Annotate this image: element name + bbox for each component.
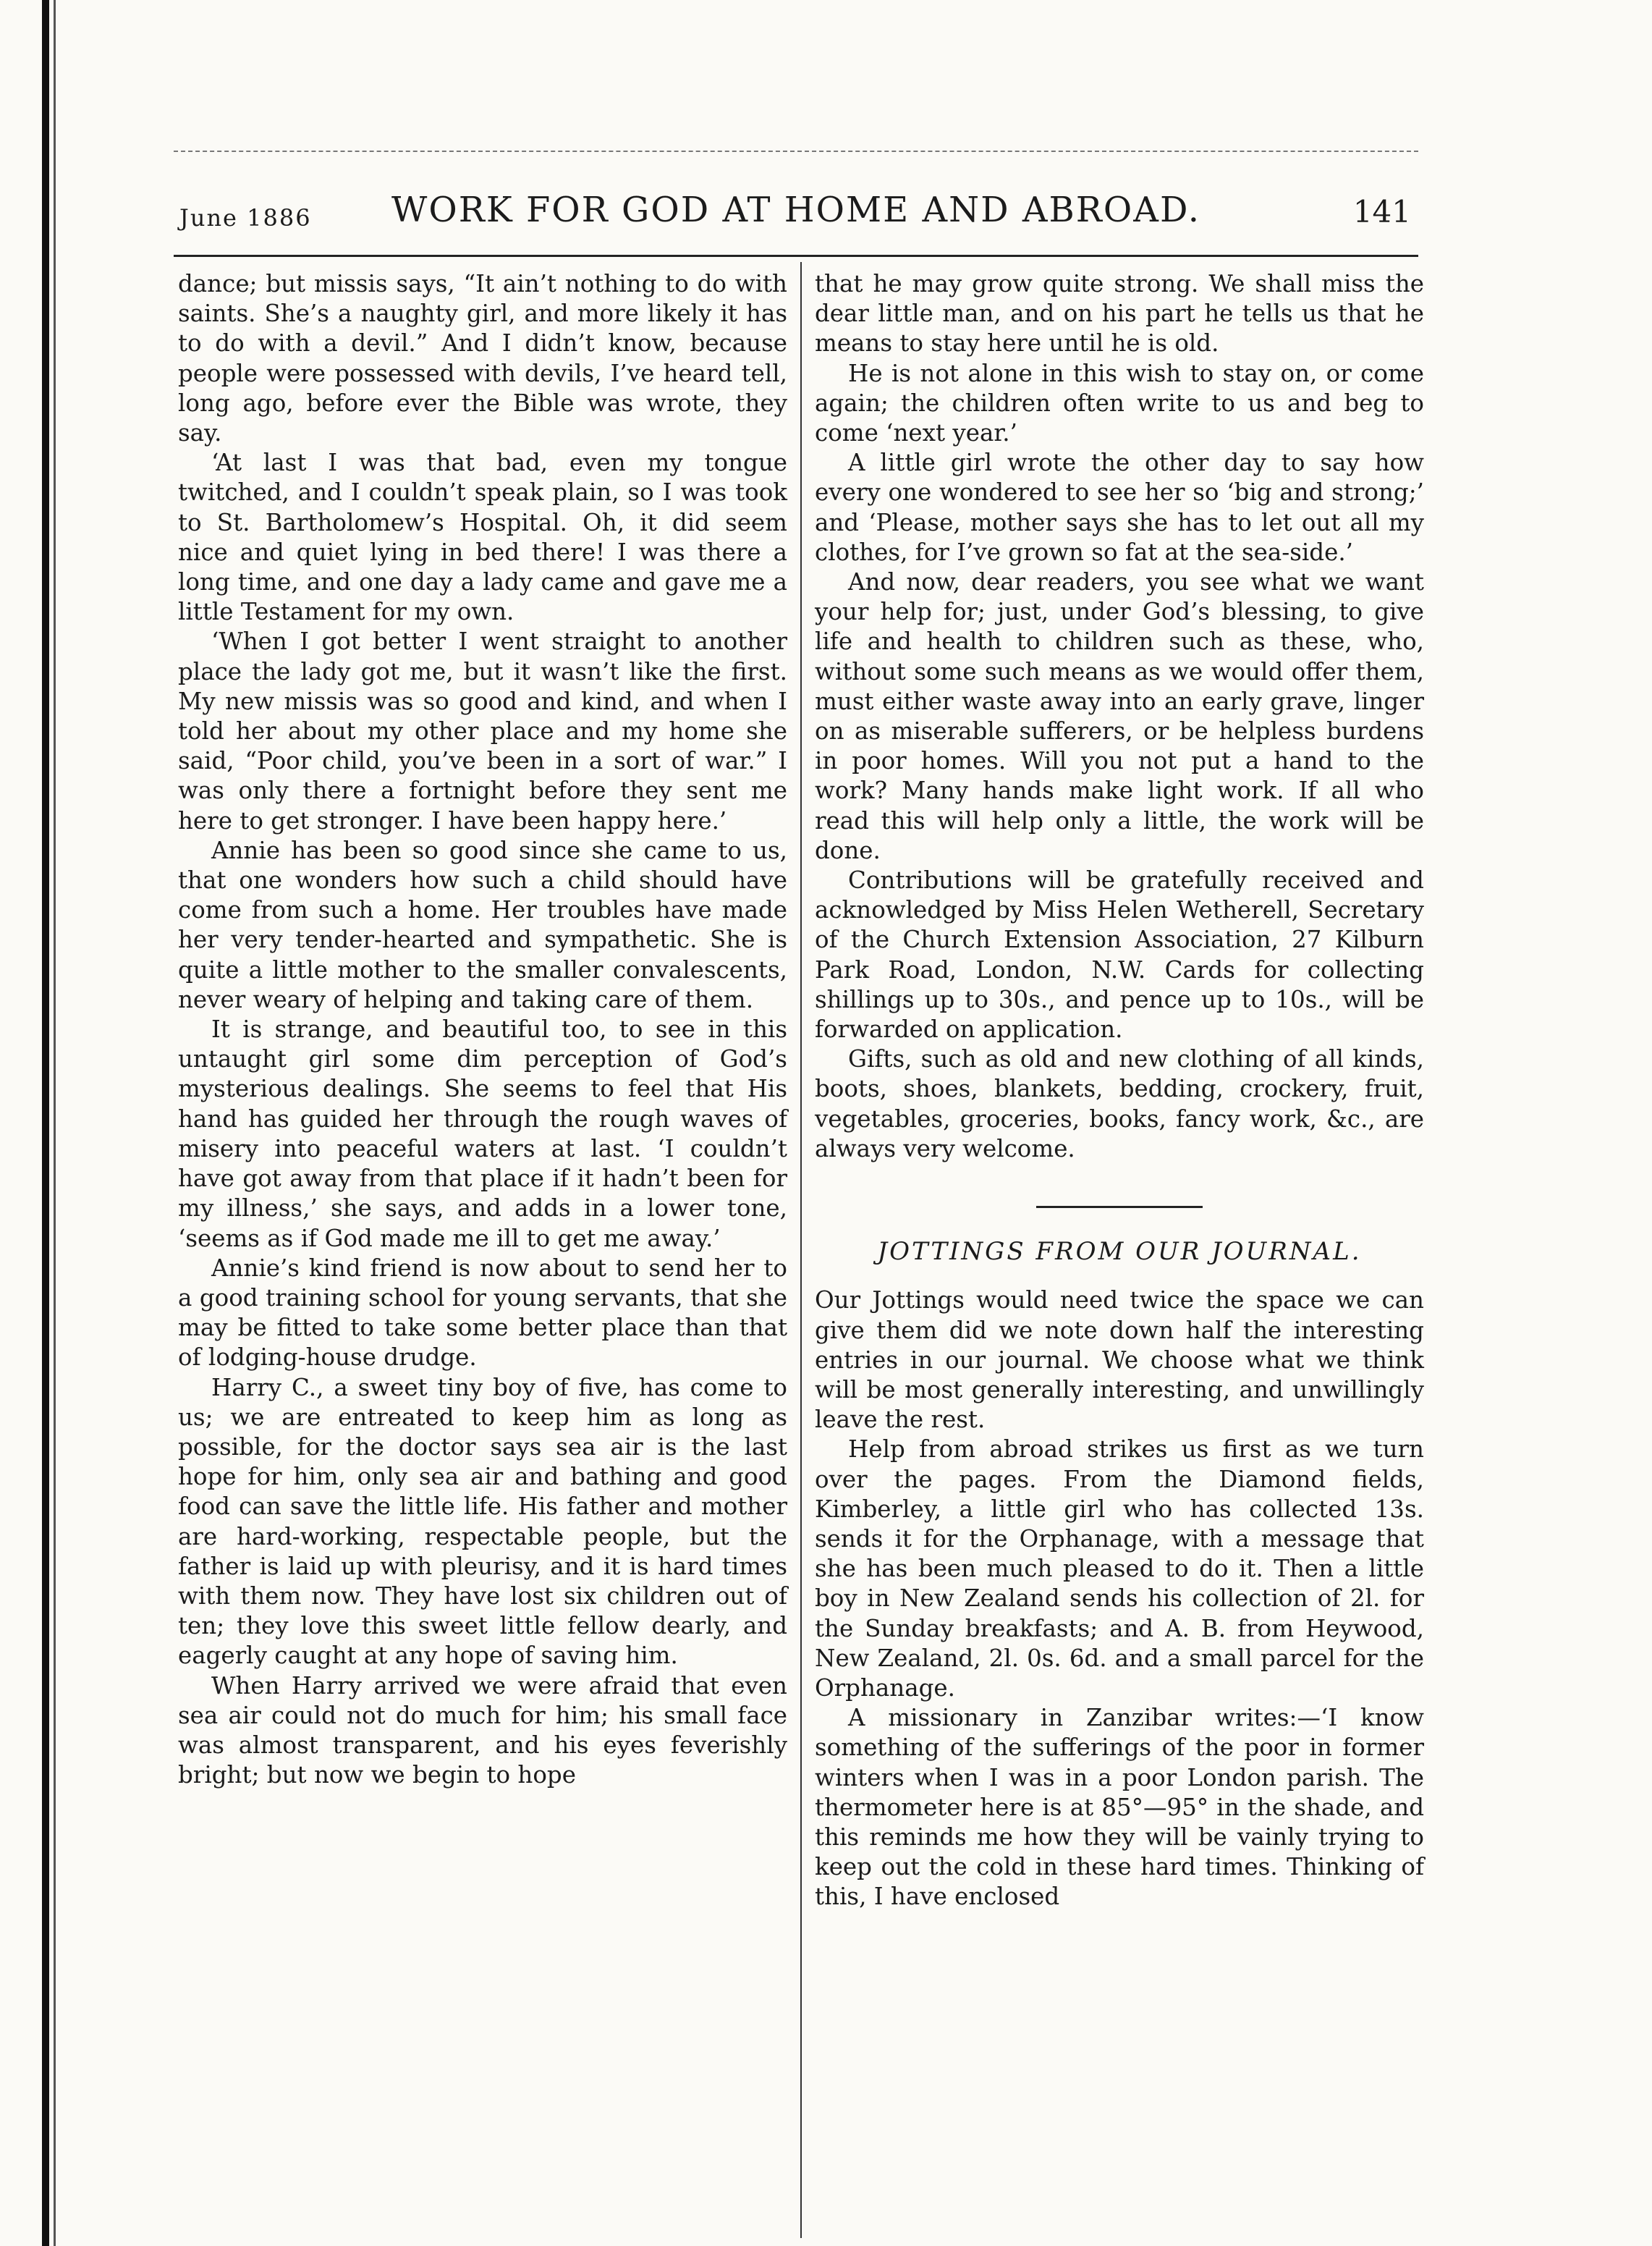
left-column — [178, 269, 787, 1790]
section-separator — [1036, 1206, 1203, 1208]
paragraph: And now, dear readers, you see what we want your help for; just, under God’s blessing, to give life and health to children such as these, who, without some such means as we would offer them, must either waste away into an early grave, linger on as miserable sufferers, or be helpless burdens in poor homes. Will you not put a hand to the work? Many hands make light work. If all who read this will help only a little, the work will be done. — [815, 568, 1424, 864]
paragraph: A little girl wrote the other day to say how every one wondered to see her so ‘big and strong;’ and ‘Please, mother says she has to let out all my clothes, for I’ve grown so fat at the sea-side.’ — [815, 449, 1424, 566]
paragraph: Our Jottings would need twice the space we can give them did we note down half the interesting entries in our journal. We choose what we think will be most generally interesting, and unwillingly leave the rest. — [815, 1286, 1424, 1434]
section-title: JOTTINGS FROM OUR JOURNAL. — [877, 1237, 1362, 1267]
paragraph: Harry C., a sweet tiny boy of five, has come to us; we are entreated to keep him as long as possible, for the doctor says sea air is the last hope for him, only sea air and bathing and good food can save the little life. His father and mother are hard-working, respectable people, but the father is laid up with pleurisy, and it is hard times with them now. They have lost six children out of ten; they love this sweet little fellow dearly, and eagerly caught at any hope of saving him. — [178, 1373, 787, 1670]
header-title: WORK FOR GOD AT HOME AND ABROAD. — [391, 190, 1200, 230]
paragraph: It is strange, and beautiful too, to see in this untaught girl some dim perception of God’s mysterious dealings. She seems to feel that His hand has guided her through the rough waves of misery into peaceful waters at last. ‘I couldn’t have got away from that place if it hadn’t been for my illness,’ she says, and adds in a lower tone, ‘seems as if God made me ill to get me away.’ — [178, 1016, 787, 1252]
paragraph: Annie has been so good since she came to us, that one wonders how such a child should have come from such a home. Her troubles have made her very tender-hearted and sympathetic. She is quite a little mother to the smaller convalescents, never weary of helping and taking care of them. — [178, 836, 787, 1013]
paragraph: When Harry arrived we were afraid that even sea air could not do much for him; his small face was almost transparent, and his eyes feverishly bright; but now we begin to hope — [178, 1671, 787, 1789]
binding-edge — [42, 0, 49, 2246]
paragraph: that he may grow quite strong. We shall miss the dear little man, and on his part he tells us that he means to stay here until he is old. — [815, 270, 1424, 358]
page-number: 141 — [1352, 194, 1411, 229]
paragraph: He is not alone in this wish to stay on, or come again; the children often write to us and beg to come ‘next year.’ — [815, 359, 1424, 447]
running-header — [174, 190, 1418, 240]
binding-edge-shadow — [54, 0, 56, 2246]
right-column — [815, 269, 1424, 1912]
paragraph: dance; but missis says, “It ain’t nothing to do with saints. She’s a naughty girl, and more likely it has to do with a devil.” And I didn’t know, because people were possessed with devils, I’ve heard tell, long ago, before ever the Bible was wrote, they say. — [178, 270, 787, 447]
paragraph: Help from abroad strikes us first as we turn over the pages. From the Diamond fields, Kimberley, a little girl who has collected 13s. sends it for the Orphanage, with a message that she has been much pleased to do it. Then a little boy in New Zealand sends his collection of 2l. for the Sunday breakfasts; and A. B. from Heywood, New Zealand, 2l. 0s. 6d. and a small parcel for the Orphanage. — [815, 1435, 1424, 1702]
paragraph: Contributions will be gratefully received and acknowledged by Miss Helen Wetherell, Secretary of the Church Extension Association, 27 Kilburn Park Road, London, N.W. Cards for collecting shillings up to 30s., and pence up to 10s., will be forwarded on application. — [815, 866, 1424, 1044]
paragraph: ‘When I got better I went straight to another place the lady got me, but it wasn’t like the first. My new missis was so good and kind, and when I told her about my other place and my home she said, “Poor child, you’ve been in a sort of war.” I was only there a fortnight before they sent me here to get stronger. I have been happy here.’ — [178, 628, 787, 835]
column-divider — [800, 262, 802, 2238]
header-date: June 1886 — [179, 204, 312, 232]
paragraph: A missionary in Zanzibar writes:—‘I know something of the sufferings of the poor in former winters when I was in a poor London parish. The thermometer here is at 85°—95° in the shade, and this reminds me how they will be vainly trying to keep out the cold in these hard times. Thinking of this, I have enclosed — [815, 1704, 1424, 1911]
top-dashed-rule — [174, 151, 1418, 153]
paragraph: ‘At last I was that bad, even my tongue twitched, and I couldn’t speak plain, so I was took to St. Bartholomew’s Hospital. Oh, it did seem nice and quiet lying in bed there! I was there a long time, and one day a lady came and gave me a little Testament for my own. — [178, 449, 787, 626]
paragraph: Annie’s kind friend is now about to send her to a good training school for young servants, that she may be fitted to take some better place than that of lodging-house drudge. — [178, 1254, 787, 1372]
header-rule — [174, 255, 1418, 257]
paragraph: Gifts, such as old and new clothing of all kinds, boots, shoes, blankets, bedding, crockery, fruit, vegetables, groceries, books, fancy work, &c., are always very welcome. — [815, 1045, 1424, 1162]
